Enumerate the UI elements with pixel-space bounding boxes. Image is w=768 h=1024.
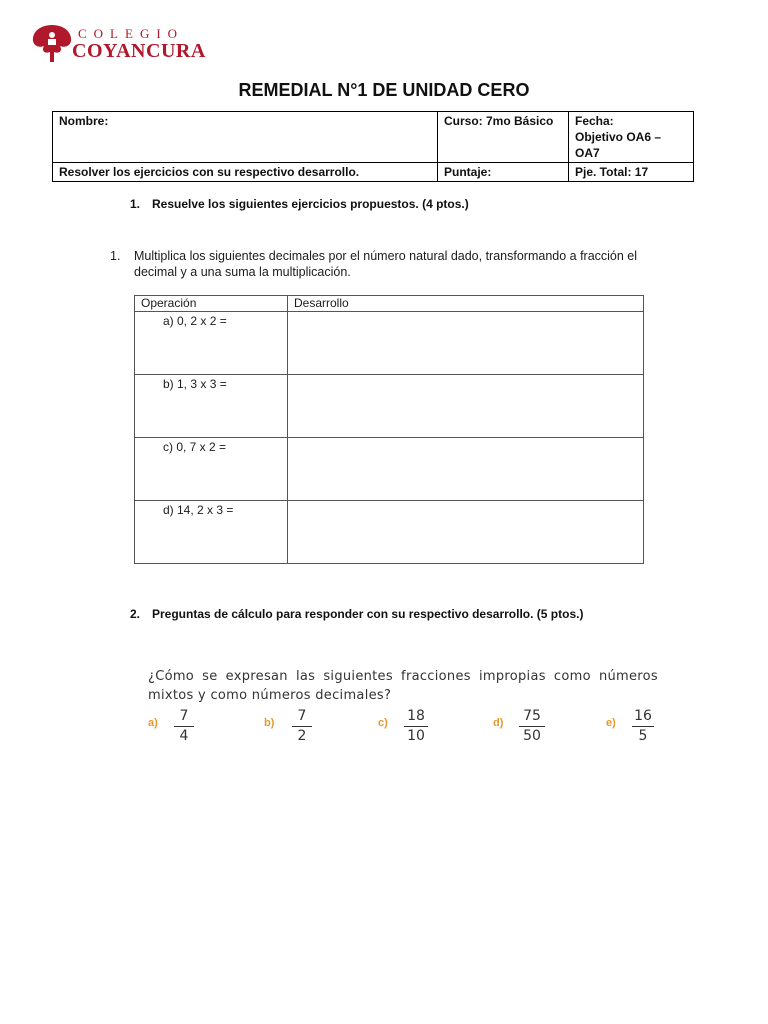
question-1-heading <box>130 197 469 211</box>
fraction-b <box>292 708 312 745</box>
desarrollo-header: Desarrollo <box>288 296 644 312</box>
question-2-text: Preguntas de cálculo para responder con su respectivo desarrollo. (5 ptos.) <box>152 607 584 621</box>
logo-text-main: COYANCURA <box>72 40 206 62</box>
fraction-a <box>174 708 194 745</box>
info-row-2 <box>53 163 694 182</box>
fraction-e <box>632 708 654 745</box>
operation-b: b) 1, 3 x 3 = <box>135 375 288 438</box>
info-row-1 <box>53 112 694 163</box>
fraction-label-e: e) <box>606 717 616 729</box>
fractions-row <box>148 708 668 748</box>
fraction-c <box>404 708 428 745</box>
numerator: 16 <box>634 708 652 724</box>
desarrollo-d-field[interactable] <box>288 501 644 564</box>
school-logo <box>28 22 208 66</box>
pje-total-cell: Pje. Total: 17 <box>569 163 694 182</box>
numerator: 7 <box>179 708 189 724</box>
fecha-label: Fecha: <box>575 114 614 128</box>
operation-header-row <box>135 296 644 312</box>
denominator: 4 <box>179 728 189 744</box>
fraction-label-a: a) <box>148 717 158 729</box>
fraction-d <box>519 708 545 745</box>
desarrollo-c-field[interactable] <box>288 438 644 501</box>
logo-text-top: COLEGIO <box>78 26 185 41</box>
instruction-text: Multiplica los siguientes decimales por el número natural dado, transformando a fracción el decimal y a una suma la multiplicación. <box>134 249 638 279</box>
question-1-text: Resuelve los siguientes ejercicios propuestos. (4 ptos.) <box>152 197 469 211</box>
objetivo-label-2: OA7 <box>575 146 600 160</box>
question-2-number: 2. <box>130 607 141 621</box>
page-title: REMEDIAL N°1 DE UNIDAD CERO <box>238 80 530 100</box>
denominator: 5 <box>638 728 648 744</box>
operation-c: c) 0, 7 x 2 = <box>135 438 288 501</box>
table-row <box>135 438 644 501</box>
numerator: 18 <box>407 708 425 724</box>
fraction-label-b: b) <box>264 717 275 729</box>
denominator: 50 <box>523 728 541 744</box>
question-2-heading <box>130 607 583 621</box>
puntaje-cell[interactable]: Puntaje: <box>438 163 569 182</box>
curso-cell: Curso: 7mo Básico <box>438 112 569 163</box>
instruccion-cell: Resolver los ejercicios con su respectivo desarrollo. <box>53 163 438 182</box>
denominator: 2 <box>297 728 307 744</box>
fraction-label-d: d) <box>493 717 504 729</box>
question-2-prompt: ¿Cómo se expresan las siguientes fracciones impropias como números mixtos y como números decimales? <box>148 669 658 703</box>
question-1-number: 1. <box>130 197 141 211</box>
denominator: 10 <box>407 728 425 744</box>
desarrollo-a-field[interactable] <box>288 312 644 375</box>
operation-table <box>134 295 644 564</box>
nombre-cell[interactable]: Nombre: <box>53 112 438 163</box>
tree-logo-icon <box>28 22 76 64</box>
numerator: 75 <box>523 708 541 724</box>
exercise-instruction <box>110 248 650 280</box>
operation-header: Operación <box>135 296 288 312</box>
operation-d: d) 14, 2 x 3 = <box>135 501 288 564</box>
numerator: 7 <box>297 708 307 724</box>
table-row <box>135 375 644 438</box>
fraction-label-c: c) <box>378 717 388 729</box>
fecha-cell[interactable] <box>569 112 694 163</box>
desarrollo-b-field[interactable] <box>288 375 644 438</box>
student-info-table <box>52 111 694 182</box>
objetivo-label-1: Objetivo OA6 – <box>575 130 662 144</box>
table-row <box>135 312 644 375</box>
operation-a: a) 0, 2 x 2 = <box>135 312 288 375</box>
table-row <box>135 501 644 564</box>
instruction-number: 1. <box>110 249 121 263</box>
